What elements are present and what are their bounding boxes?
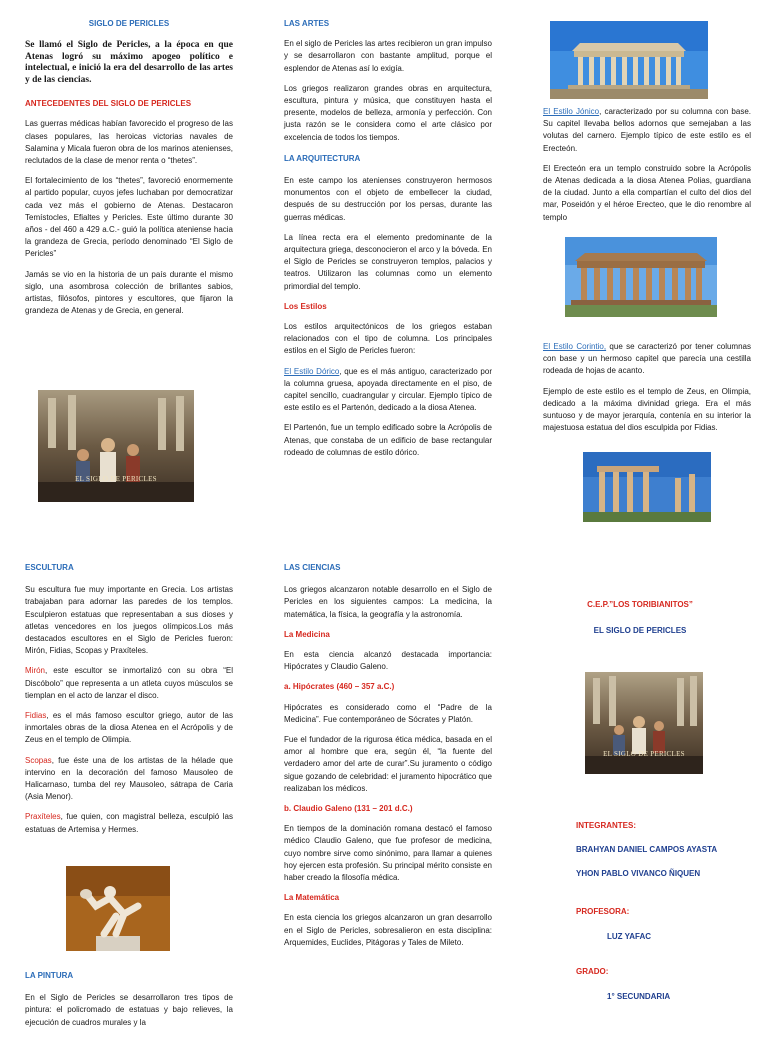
parthenon-photo bbox=[550, 21, 708, 99]
profesora-label: PROFESORA: bbox=[576, 907, 630, 916]
miron-paragraph: Mirón, este escultor se inmortalizó con su obra “El Discóbolo” que representa a un atleta cuyos músculos se tiemplan en el acto de lanzar el disco. bbox=[25, 666, 233, 700]
integrantes-label: INTEGRANTES: bbox=[576, 821, 636, 830]
paragraph: Hipócrates es considerado como el “Padre de la Medicina”. Fue contemporáneo de Sócrates y Platón. bbox=[284, 702, 492, 724]
paragraph: Los griegos realizaron grandes obras en arquitectura, escultura, pintura y música, que constituyen hasta el presente, modelos de belleza, armonía y perfección. Con justa razón se le considera como el arte clásico por excelencia de todos los tiempos. bbox=[284, 83, 492, 142]
scopas-name: Scopas bbox=[25, 755, 52, 765]
siglo-de-pericles-painting bbox=[38, 390, 194, 502]
scopas-paragraph: Scopas, fue éste una de los artistas de la hélade que intervino en la decoración del famoso Mausoleo de Halicarnaso, tumba del rey Mausoleo, sátrapa de Caria (Asia Menor). bbox=[25, 755, 233, 802]
paragraph: En tiempos de la dominación romana destacó el famoso médico Claudio Galeno, que fue profesor de medicina, cuyo nombre sirve como sinónimo, para llamar a quienes hoy ejercen esta profesión. Su principal mérito consiste en haber creado la filosofía médica. bbox=[284, 824, 492, 883]
paragraph: Jamás se vio en la historia de un país durante el mismo siglo, una asombrosa colección de brillantes sabios, artistas, filósofos, pintores y escultores, que fijaron la grandeza de Atenas y de Grecia, en general. bbox=[25, 269, 233, 316]
paragraph: La línea recta era el elemento predominante de la arquitectura griega, desconocieron el arco y la bóveda. En el Siglo de Pericles se construyeron templos, palacios y teatros. Utilizaron las columnas como un elemento primordial del templo. bbox=[284, 232, 492, 291]
column-corintio bbox=[543, 341, 751, 442]
paragraph: Su escultura fue muy importante en Grecia. Los artistas trabajaban para adornar las paredes de los templos. Esculpieron estatuas que representaban a sus dioses y atletas vencedores en los juegos olímpicos.Los más destacados escultores en el Siglo de Pericles fueron: Mirón, Fidias, Scopas y Praxíteles. bbox=[25, 585, 233, 656]
artes-heading: LAS ARTES bbox=[284, 19, 330, 28]
praxiteles-paragraph: Praxíteles, fue quien, con magistral belleza, esculpió las estatuas de Artemisa y Hermes. bbox=[25, 812, 233, 834]
erecteon-photo bbox=[565, 237, 717, 317]
paragraph: Los griegos alcanzaron notable desarrollo en el Siglo de Pericles en los siguientes campos: La medicina, la matemática, la física, la geografía y la astronomía. bbox=[284, 585, 492, 619]
jonico-paragraph: El Estilo Jónico, caracterizado por su columna con base. Su capitel llevaba bellos adornos que semejaban a las volutas del carnero. Ejemplo típico de este estilo es el Erecteón. bbox=[543, 107, 751, 153]
matematica-heading: La Matemática bbox=[284, 893, 340, 903]
column-estilos bbox=[543, 106, 751, 232]
pintura-heading: LA PINTURA bbox=[25, 971, 74, 980]
intro-paragraph: Se llamó el Siglo de Pericles, a la época en que Atenas logró su máximo apogeo político e intelectual, e inició la era del desarrollo de las artes y de las ciencias. bbox=[25, 40, 233, 85]
fidias-paragraph: Fidias, es el más famoso escultor griego, autor de las inmortales obras de la diosa Atenea en el Acrópolis y de Zeus en el templo de Olimpia. bbox=[25, 711, 233, 745]
column-escultura bbox=[25, 562, 233, 844]
miron-name: Mirón bbox=[25, 666, 46, 676]
dorico-paragraph: El Estilo Dórico, que es el más antiguo, caracterizado por la columna gruesa, apoyada directamente en el piso, de capitel sencillo, cuadrangular y circular. Ejemplo típico de este estilo es el Partenón, dedicado a la diosa Atenea. bbox=[284, 366, 492, 413]
paragraph: El fortalecimiento de los “thetes”, favoreció enormemente al partido popular, cuyos jefes luchaban por democratizar cada vez más el gobierno de Atenas. Destacaron Temístocles, Efialtes y Pericles. Este último durante 30 años - del 460 a 429 a.C.- guió la política ateniense hacia la grandeza de Grecia, período denominado “El Siglo de Pericles” bbox=[25, 176, 233, 259]
profesora-name: LUZ YAFAC bbox=[607, 932, 652, 941]
section-title: SIGLO DE PERICLES bbox=[88, 19, 170, 28]
estilos-heading: Los Estilos bbox=[284, 301, 327, 311]
member-name: BRAHYAN DANIEL CAMPOS AYASTA bbox=[576, 845, 718, 854]
paragraph: Ejemplo de este estilo es el templo de Zeus, en Olimpia, dedicado a la máxima divinidad griega. Era el más suntuoso y de mayor jerarquía, contenía en su interior la majestuosa estatua del dios esculpida por Fidias. bbox=[543, 386, 751, 433]
antecedentes-heading: ANTECEDENTES DEL SIGLO DE PERICLES bbox=[25, 99, 192, 109]
cover-painting bbox=[585, 672, 703, 774]
paragraph: En esta ciencia alcanzó destacada importancia: Hipócrates y Claudio Galeno. bbox=[284, 650, 492, 672]
member-name: YHON PABLO VIVANCO ÑIQUEN bbox=[576, 869, 701, 878]
cover-title: EL SIGLO DE PERICLES bbox=[593, 626, 687, 635]
galeno-heading: b. Claudio Galeno (131 – 201 d.C.) bbox=[284, 804, 413, 814]
estilo-dorico-link[interactable]: El Estilo Dórico bbox=[284, 366, 340, 376]
cover-painting-caption: EL SIGLO DE PERICLES bbox=[603, 750, 685, 758]
estilo-corintio-link[interactable]: El Estilo Corintio, bbox=[543, 342, 607, 351]
corintio-paragraph: El Estilo Corintio, que se caracterizó por tener columnas con base y un hermoso capitel que parecía una cestilla rodeada de hojas de acanto. bbox=[543, 342, 751, 376]
painting-caption: EL SIGLO DE PERICLES bbox=[75, 475, 157, 483]
paragraph: El Erecteón era un templo construido sobre la Acrópolis de Atenas dedicada a la diosa Atenea Polias, guardiana de la ciudad. Junto a ella compartían el culto del dios del mar, Poseidón y el héroe Erecteo, que le dio renombre al templo bbox=[543, 163, 751, 222]
estilo-jonico-link[interactable]: El Estilo Jónico bbox=[543, 107, 600, 116]
hipocrates-heading: a. Hipócrates (460 – 357 a.C.) bbox=[284, 682, 395, 692]
paragraph: En esta ciencia los griegos alcanzaron un gran desarrollo en el Siglo de Pericles, sobresalieron en esta disciplina: Arquemides, Euclides, Pitágoras y Tales de Mileto. bbox=[284, 913, 492, 947]
discobolo-photo bbox=[66, 866, 170, 951]
grado-value: 1° SECUNDARIA bbox=[607, 992, 671, 1001]
praxiteles-name: Praxíteles bbox=[25, 812, 61, 822]
school-name: C.E.P.”LOS TORIBIANITOS” bbox=[587, 600, 693, 609]
column-las-ciencias bbox=[284, 562, 492, 957]
paragraph: En el siglo de Pericles las artes recibieron un gran impulso y se desarrollaron con bastante amplitud, porque el esplendor de Atenas así lo exigía. bbox=[284, 39, 492, 73]
paragraph: En el Siglo de Pericles se desarrollaron tres tipos de pintura: el policromado de estatuas y bajo relieves, la ejecución de cuadros murales y la bbox=[25, 993, 233, 1027]
paragraph: En este campo los atenienses construyeron hermosos monumentos con el objeto de embellecer la ciudad, después de su destrucción por los persas, durante las guerras médicas. bbox=[284, 176, 492, 222]
column-las-artes bbox=[284, 18, 492, 467]
paragraph: Las guerras médicas habían favorecido el progreso de las clases populares, las heroicas victorias navales de Salamina y Micala fueron obra de los marinos atenienses, reclutados de la clase de menor renta o “thetes”. bbox=[25, 119, 233, 166]
grado-label: GRADO: bbox=[576, 967, 609, 976]
fidias-name: Fidias bbox=[25, 711, 47, 721]
temple-of-zeus-photo bbox=[583, 452, 711, 522]
escultura-heading: ESCULTURA bbox=[25, 563, 74, 572]
medicina-heading: La Medicina bbox=[284, 629, 330, 639]
arquitectura-heading: LA ARQUITECTURA bbox=[284, 153, 361, 163]
paragraph: Los estilos arquitectónicos de los griegos estaban relacionados con el tipo de columna. Los principales estilos en el Siglo de Pericles fueron: bbox=[284, 322, 492, 356]
column-pintura bbox=[25, 970, 233, 1037]
paragraph: Fue el fundador de la rigurosa ética médica, basada en el amor al hombre que era, según él, “la fuente del verdadero amor del arte de curar”.Su juramento o código sigue gozando de celebridad: el juramento hipocrático que realizaban los médicos. bbox=[284, 735, 492, 793]
column-siglo-de-pericles bbox=[25, 18, 233, 325]
ciencias-heading: LAS CIENCIAS bbox=[284, 563, 341, 572]
paragraph: El Partenón, fue un templo edificado sobre la Acrópolis de Atenas, que constaba de un edificio de base rectangular rodeado de columnas de estilo dórico. bbox=[284, 423, 492, 457]
